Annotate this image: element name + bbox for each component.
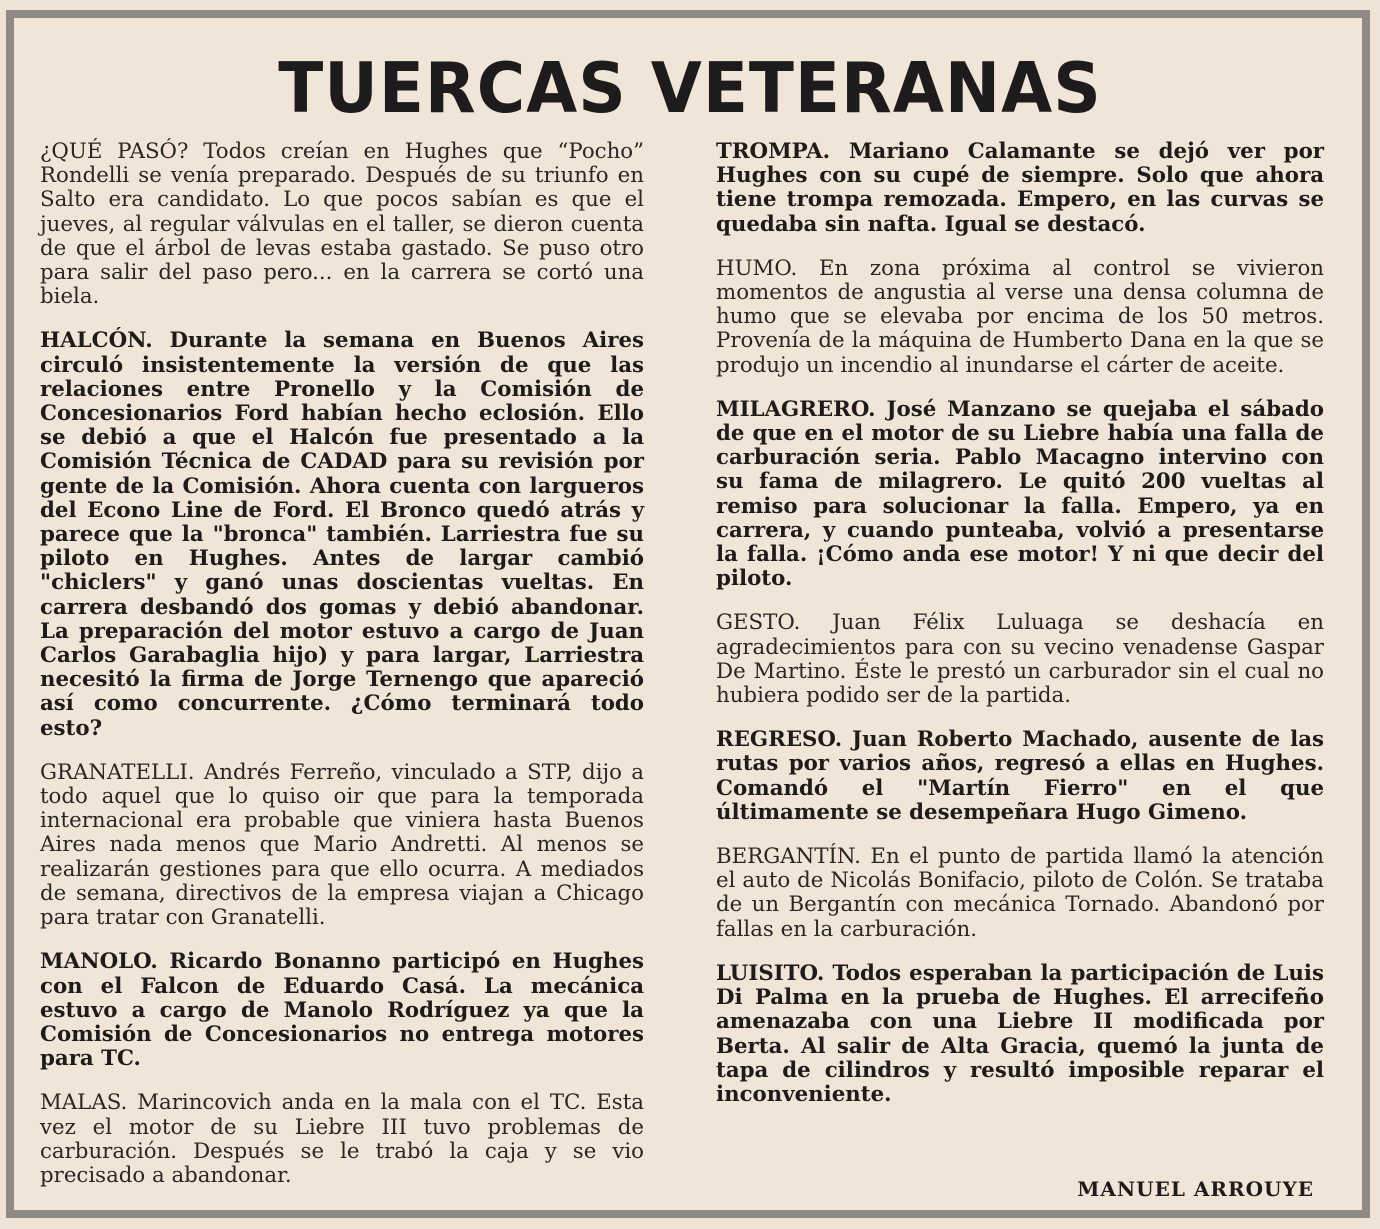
paragraph-que-paso: ¿QUÉ PASÓ? Todos creían en Hughes que “Pocho” Rondelli se venía preparado. Después de su triunfo en Salto era candidato. Lo que pocos sabían es que el jueves, al regular válvulas en el taller, se dieron cuenta de que el árbol de levas estaba gastado. Se puso otro para salir del paso pero... en la carrera se cortó una biela. [40, 139, 644, 310]
paragraph-regreso: REGRESO. Juan Roberto Machado, ausente de las rutas por varios años, regresó a ellas en Hughes. Comandó el "Martín Fierro" en el que últimamente se desempeñara Hugo Gimeno. [716, 727, 1324, 825]
article-title: TUERCAS VETERANAS [278, 48, 1102, 129]
paragraph-granatelli: GRANATELLI. Andrés Ferreño, vinculado a STP, dijo a todo aquel que lo quiso oir que para la temporada internacional era probable que viniera hasta Buenos Aires nada menos que Mario Andretti. Al menos se realizarán gestiones para que ello ocurra. A mediados de semana, directivos de la empresa viajan a Chicago para tratar con Granatelli. [40, 759, 644, 931]
paragraph-milagrero: MILAGRERO. José Manzano se quejaba el sábado de que en el motor de su Liebre había una falla de carburación seria. Pablo Macagno intervino con su fama de milagrero. Le quitó 200 vueltas al remiso para solucionar la falla. Empero, ya en carrera, y cuando punteaba, volvió a presentarse la falla. ¡Cómo anda ese motor! Y ni que decir del piloto. [716, 396, 1324, 592]
paragraph-malas: MALAS. Marincovich anda en la mala con el TC. Esta vez el motor de su Liebre III tuvo problemas de carburación. Después se le trabó la caja y se vio precisado a abandonar. [40, 1090, 644, 1188]
paragraph-halcon: HALCÓN. Durante la semana en Buenos Aires circuló insistentemente la versión de que las relaciones entre Pronello y la Comisión de Concesionarios Ford habían hecho eclosión. Ello se debió a que el Halcón fue presentado a la Comisión Técnica de CADAD para su revisión por gente de la Comisión. Ahora cuenta con largueros del Econo Line de Ford. El Bronco quedó atrás y parece que la "bronca" también. Larriestra fue su piloto en Hughes. Antes de largar cambió "chiclers" y ganó unas doscientas vueltas. En carrera desbandó dos gomas y debió abandonar. La preparación del motor estuvo a cargo de Juan Carlos Garabaglia hijo) y para largar, Larriestra necesitó la firma de Jorge Ternengo que apareció así como concurrente. ¿Cómo terminará todo esto? [40, 328, 644, 741]
right-column [716, 140, 1324, 1127]
author-signature: MANUEL ARROUYE [1077, 1177, 1314, 1201]
paragraph-trompa: TROMPA. Mariano Calamante se dejó ver por Hughes con su cupé de siempre. Solo que ahora tiene trompa remozada. Empero, en las curvas se quedaba sin nafta. Igual se destacó. [716, 139, 1324, 237]
paragraph-humo: HUMO. En zona próxima al control se vivieron momentos de angustia al verse una densa columna de humo que se elevaba por encima de los 50 metros. Provenía de la máquina de Humberto Dana en la que se produjo un incendio al inundarse el cárter de aceite. [716, 255, 1324, 378]
left-column [40, 140, 644, 1208]
paragraph-luisito: LUISITO. Todos esperaban la participación de Luis Di Palma en la prueba de Hughes. El arrecifeño amenazaba con una Liebre II modificada por Berta. Al salir de Alta Gracia, quemó la junta de tapa de cilindros y resultó imposible reparar el inconveniente. [716, 960, 1324, 1107]
paragraph-gesto: GESTO. Juan Félix Luluaga se deshacía en agradecimientos para con su vecino venadense Gaspar De Martino. Éste le prestó un carburador sin el cual no hubiera podido ser de la partida. [716, 610, 1324, 709]
paragraph-manolo: MANOLO. Ricardo Bonanno participó en Hughes con el Falcon de Eduardo Casá. La mecánica estuvo a cargo de Manolo Rodríguez ya que la Comisión de Concesionarios no entrega motores para TC. [40, 949, 644, 1072]
paragraph-bergantin: BERGANTÍN. En el punto de partida llamó la atención el auto de Nicolás Bonifacio, piloto de Colón. Se trataba de un Bergantín con mecánica Tornado. Abandonó por fallas en la carburación. [716, 844, 1324, 942]
